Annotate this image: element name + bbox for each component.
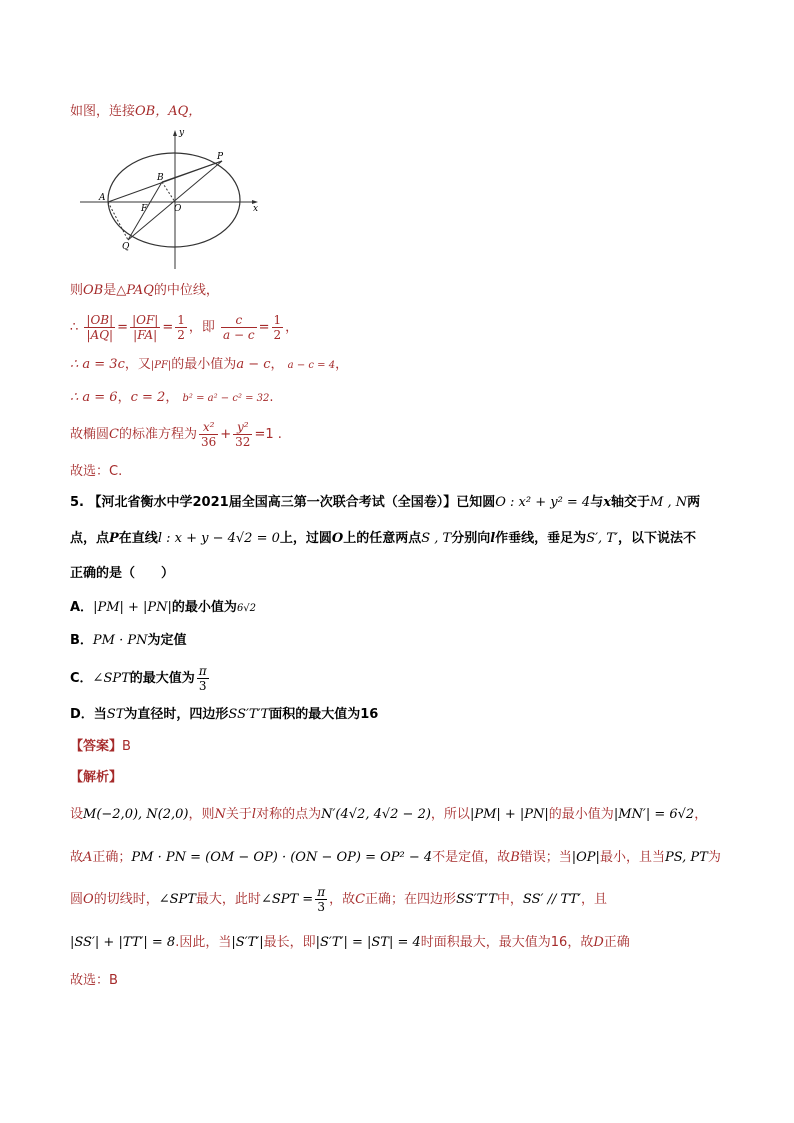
analysis-label: 【解析】 bbox=[70, 770, 123, 785]
text: ∴ bbox=[70, 320, 79, 335]
math: OB，AQ， bbox=[135, 104, 202, 119]
question-5-line-2: 点，点P在直线l : x + y − 4√2 = 0上，过圆O上的任意两点S , T分别向l作垂线，垂足为S′, T′，以下说法不 bbox=[70, 531, 696, 546]
text: 故椭圆 bbox=[70, 427, 110, 442]
solution-line-2: 故A正确；PM · PN = (OM − OP) · (ON − OP) = OP² − 4不是定值，故B错误；当|OP|最小，且当PS, PT为 bbox=[70, 850, 721, 865]
question-number: 5. bbox=[70, 495, 84, 510]
math: C bbox=[109, 427, 119, 442]
math: c = 2 bbox=[130, 390, 166, 405]
text: 的最小值为 bbox=[171, 357, 237, 372]
B-label: B bbox=[157, 173, 164, 183]
text: 是 bbox=[103, 283, 117, 298]
text: ，又 bbox=[124, 357, 151, 372]
question-5-line-3: 正确的是（ ） bbox=[70, 566, 175, 581]
text: ，即 bbox=[188, 320, 215, 335]
text-line-6: 故椭圆C的标准方程为 $\frac{\text{x²}}{36}$ + $\frac{\text{y²}}{32}$ =1 . bbox=[70, 420, 282, 449]
x-label: x bbox=[253, 204, 259, 214]
question-5-line-1: 5. 【河北省衡水中学2021届全国高三第一次联合考试（全国卷）】已知圆O : x² + y² = 4与x轴交于M , N两 bbox=[70, 495, 701, 510]
solution-line-1: 设M(−2,0), N(2,0)，则N关于l对称的点为N′(4√2, 4√2 − 2)，所以|PM| + |PN|的最小值为|MN′| = 6√2， bbox=[70, 807, 708, 822]
math: |PF| bbox=[150, 360, 172, 371]
solution-line-5: 故选：B bbox=[70, 973, 118, 988]
math: a − c = 4 bbox=[287, 360, 336, 371]
A-label: A bbox=[99, 193, 106, 203]
option-c: C．∠SPT的最大值为 $\frac{\pi}{3}$ bbox=[70, 664, 207, 693]
fraction: $\frac{|OF|}{|FA|}$ bbox=[132, 313, 159, 342]
answer-label: 【答案】 bbox=[70, 739, 123, 754]
math: b² = a² − c² = 32 bbox=[182, 393, 270, 404]
fraction: $\frac{1}{2}$ bbox=[177, 313, 185, 342]
text: 如图，连接 bbox=[70, 104, 136, 119]
option-b: B．PM · PN为定值 bbox=[70, 633, 187, 648]
answer-value: B bbox=[122, 739, 131, 754]
text-line-5: ∴ a = 6，c = 2， b² = a² − c² = 32. bbox=[70, 390, 274, 405]
text-line-2 bbox=[70, 282, 219, 300]
option-a: A．|PM| + |PN|的最小值为6√2 bbox=[70, 600, 257, 615]
ellipse-figure bbox=[75, 125, 265, 273]
solution-line-3: 圆O的切线时，∠SPT最大，此时∠SPT = $\frac{\pi}{3}$ ，故C正确；在四边形SS′T′T中，SS′ // TT′，且 bbox=[70, 885, 608, 914]
text-line-4: ∴ a = 3c，又|PF|的最小值为a − c， a − c = 4， bbox=[70, 357, 349, 372]
math: △PAQ bbox=[116, 283, 154, 298]
fraction: $\frac{|OB|}{|AQ|}$ bbox=[86, 313, 114, 342]
fraction: $\frac{\text{y²}}{32}$ bbox=[235, 420, 251, 449]
solution-line-4: |SS′| + |TT′| = 8.因此，当|S′T′|最长，即|S′T′| = |ST| = 4时面积最大，最大值为16，故D正确 bbox=[70, 935, 630, 950]
math: a − c bbox=[236, 357, 271, 372]
option-d: D．当ST为直径时，四边形SS′T′T面积的最大值为16 bbox=[70, 707, 379, 722]
math: O : x² + y² = 4 bbox=[495, 495, 591, 510]
Q-label: Q bbox=[122, 242, 130, 252]
fraction: $\frac{\text{x²}}{36}$ bbox=[200, 420, 217, 449]
answer bbox=[70, 738, 131, 756]
math: ∴ a = 6 bbox=[70, 390, 118, 405]
text-line-3: ∴ $\frac{|OB|}{|AQ|}$ = $\frac{|OF|}{|FA|}$ = $\frac{1}{2}$ ，即 $\frac{c}{a - c}$ = $\frac{1}{2}$ ， bbox=[70, 313, 299, 342]
text: 则 bbox=[70, 283, 84, 298]
text: 的中位线， bbox=[153, 283, 219, 298]
fraction: $\frac{1}{2}$ bbox=[273, 313, 282, 342]
y-label: y bbox=[179, 128, 185, 138]
P-label: P bbox=[217, 152, 224, 162]
math: ∴ a = 3c bbox=[70, 357, 125, 372]
text: 的标准方程为 bbox=[118, 427, 197, 442]
F-label: F bbox=[141, 204, 148, 214]
text-line-7: 故选：C. bbox=[70, 464, 123, 479]
math: OB bbox=[83, 283, 104, 298]
question-source: 【河北省衡水中学2021届全国高三第一次联合考试（全国卷）】 bbox=[88, 495, 457, 510]
O-label: O bbox=[174, 204, 182, 214]
text-line-1 bbox=[70, 103, 201, 121]
fraction: $\frac{c}{a - c}$ bbox=[223, 313, 255, 342]
